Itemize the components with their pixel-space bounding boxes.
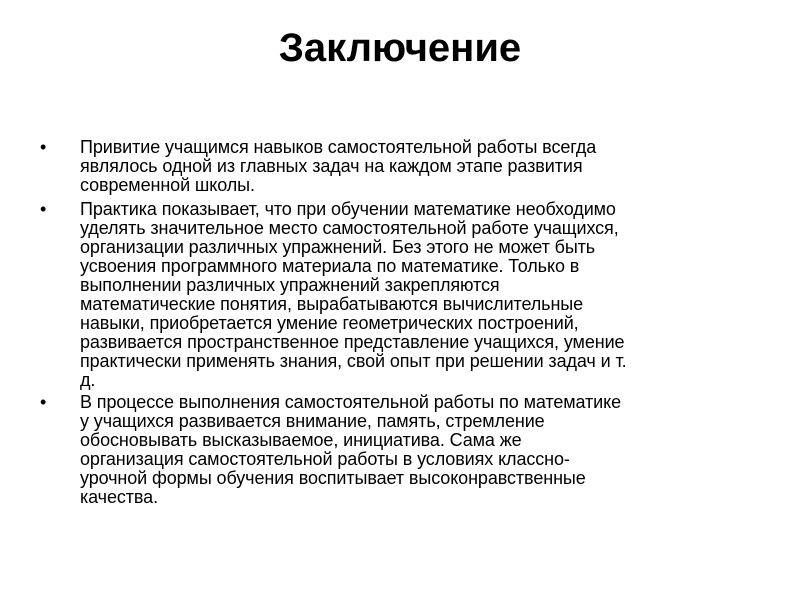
bullet-point-icon: • [40,199,47,219]
bullet-item [40,200,770,390]
bullet-point-icon: • [40,392,47,412]
bullet-point-icon: • [40,137,47,157]
bullet-text: Привитие учащимся навыков самостоятельной работы всегда являлось одной из главных задач на каждом этапе развития современной школы. [80,137,597,195]
bullet-item [40,393,770,507]
bullet-text: Практика показывает, что при обучении математике необходимо уделять значительное место самостоятельной работе учащихся, организации различных упражнений. Без этого не может быть усвоения программного материала по математике. Только в выполнении различных упражнений закрепляются математические понятия, вырабатываются вычислительные навыки, приобретается умение геометрических построений, развивается пространственное представление учащихся, умение практически применять знания, свой опыт при решении задач и т. д. [80,199,627,390]
bullet-list [40,138,770,512]
bullet-text: В процессе выполнения самостоятельной работы по математике у учащихся развивается внимание, память, стремление обосновывать высказываемое, инициатива. Сама же организация самостоятельной работы в условиях классно- урочной формы обучения воспитывает высоконравственные качества. [80,392,622,507]
bullet-item [40,138,770,195]
slide-title: Заключение [278,26,522,70]
